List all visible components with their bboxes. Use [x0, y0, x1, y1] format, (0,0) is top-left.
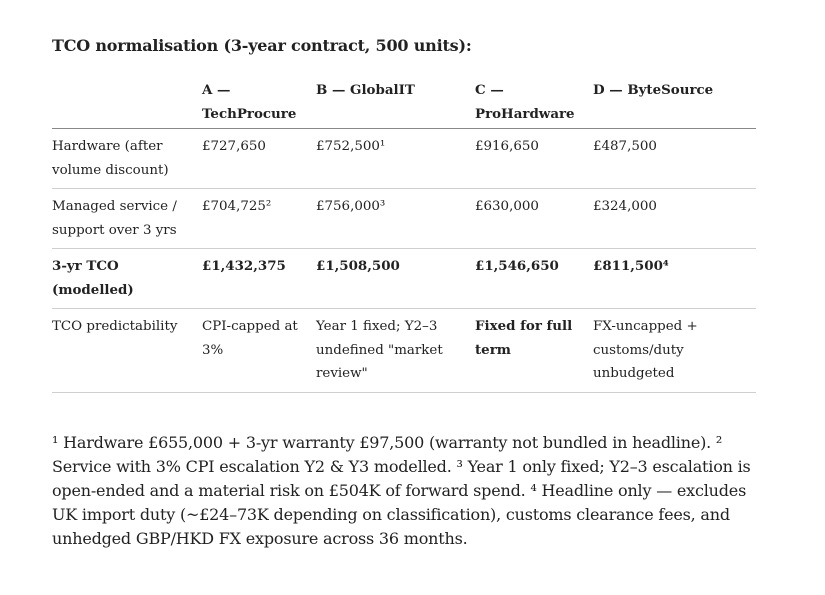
header-vendor-c: C — ProHardware	[475, 77, 593, 129]
row-label: 3-yr TCO (modelled)	[52, 249, 202, 309]
table-row-hardware	[52, 129, 756, 189]
cell-value: Year 1 fixed; Y2–3 undefined "market review"	[316, 309, 475, 393]
document-body	[52, 36, 756, 551]
row-label: Managed service / support over 3 yrs	[52, 189, 202, 249]
cell-value: £1,546,650	[475, 249, 593, 309]
table-row-tco-total	[52, 249, 756, 309]
cell-value: £916,650	[475, 129, 593, 189]
cell-value: £1,508,500	[316, 249, 475, 309]
cell-value: £324,000	[593, 189, 756, 249]
table-row-managed-service	[52, 189, 756, 249]
table-header-row	[52, 77, 756, 129]
section-title: TCO normalisation (3-year contract, 500 units):	[52, 36, 472, 55]
cell-value: £811,500⁴	[593, 249, 756, 309]
tco-table	[52, 77, 756, 393]
cell-value-highlight: Fixed for full term	[475, 309, 593, 393]
header-empty	[52, 77, 202, 129]
cell-value: £630,000	[475, 189, 593, 249]
footnotes: ¹ Hardware £655,000 + 3-yr warranty £97,500 (warranty not bundled in headline). ² Service with 3% CPI escalation Y2 & Y3 modelled. ³ Year 1 only fixed; Y2–3 escalation is open-ended and a material risk on £504K of forward spend. ⁴ Headline only — excludes UK import duty (~£24–73K depending on classification), customs clearance fees, and unhedged GBP/HKD FX exposure across 36 months.	[52, 432, 751, 548]
cell-value: £752,500¹	[316, 129, 475, 189]
cell-value: £727,650	[202, 129, 316, 189]
header-vendor-d: D — ByteSource	[593, 77, 756, 129]
header-vendor-b: B — GlobalIT	[316, 77, 475, 129]
cell-value: £756,000³	[316, 189, 475, 249]
row-label: TCO predictability	[52, 309, 202, 393]
table-row-predictability	[52, 309, 756, 393]
header-vendor-a: A — TechProcure	[202, 77, 316, 129]
row-label: Hardware (after volume discount)	[52, 129, 202, 189]
cell-value: £704,725²	[202, 189, 316, 249]
cell-value: £487,500	[593, 129, 756, 189]
cell-value: FX-uncapped + customs/duty unbudgeted	[593, 309, 756, 393]
cell-value: £1,432,375	[202, 249, 316, 309]
cell-value: CPI-capped at 3%	[202, 309, 316, 393]
